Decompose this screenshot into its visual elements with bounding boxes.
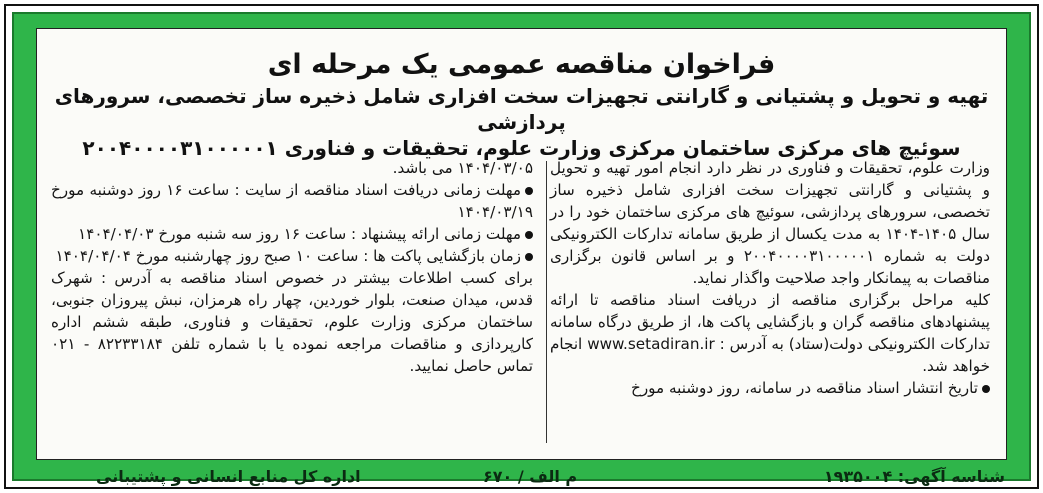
publish-date-continued: ۱۴۰۴/۰۳/۰۵ می باشد. xyxy=(392,159,533,177)
deadline-submit-text: مهلت زمانی ارائه پیشنهاد : ساعت ۱۶ روز سه شنبه مورخ ۱۴۰۴/۰۴/۰۳ xyxy=(78,225,521,243)
notice-paper xyxy=(36,28,1007,460)
notice-title: فراخوان مناقصه عمومی یک مرحله ای xyxy=(267,49,776,80)
bullet-icon xyxy=(525,187,533,195)
bullet-icon xyxy=(525,231,533,239)
bullet-icon xyxy=(982,385,990,393)
issuing-department: اداره کل منابع انسانی و پشتیبانی xyxy=(96,467,361,486)
opening-time-text: زمان بازگشایی پاکت ها : ساعت ۱۰ صبح روز چهارشنبه مورخ ۱۴۰۴/۰۴/۰۴ xyxy=(55,247,521,265)
setad-url-link[interactable]: www.setadiran.ir xyxy=(587,335,715,353)
column-divider xyxy=(546,161,547,443)
ad-code: م الف / ۶۷۰ xyxy=(483,467,578,486)
process-paragraph xyxy=(550,289,990,377)
publish-date-text: تاریخ انتشار اسناد مناقصه در سامانه، روز دوشنبه مورخ xyxy=(631,379,978,397)
ad-outer-frame xyxy=(4,4,1039,489)
opening-time-item xyxy=(51,245,533,267)
notice-footer xyxy=(36,466,1007,490)
notice-subtitle-line1: تهیه و تحویل و پشتیانی و گارانتی تجهیزات سخت افزاری شامل ذخیره ساز تخصصی، سرورهای پردازشی xyxy=(54,84,989,134)
ad-id: شناسه آگهی: ۱۹۳۵۰۰۴ xyxy=(823,467,1005,486)
notice-header xyxy=(37,47,1006,161)
bullet-icon xyxy=(525,253,533,261)
green-border-band xyxy=(12,12,1031,486)
right-column xyxy=(550,157,990,399)
notice-subtitle-line2: سوئیچ های مرکزی ساختمان مرکزی وزارت علوم، تحقیقات و فناوری ۲۰۰۴۰۰۰۰۳۱۰۰۰۰۰۱ xyxy=(82,136,961,160)
intro-paragraph: وزارت علوم، تحقیقات و فناوری در نظر دارد انجام امور تهیه و تحویل و پشتیانی و گارانتی تجهیزات سخت افزاری شامل ذخیره ساز تخصصی، سرورهای پردازشی، سوئیچ های مرکزی ساختمان خود را در سال ۱۴۰۵-۱۴۰۴ به مدت یکسال از طریق سامانه تدارکات الکترونیکی دولت به شماره ۲۰۰۴۰۰۰۰۳۱۰۰۰۰۰۱ و بر اساس قانون برگزاری مناقصات به پیمانکار واجد صلاحیت واگذار نماید. xyxy=(550,159,990,287)
deadline-download-item xyxy=(51,179,533,223)
contact-paragraph: برای کسب اطلاعات بیشتر در خصوص اسناد مناقصه به آدرس : شهرک قدس، میدان صنعت، بلوار خوردین، چهار راه هرمزان، نبش پیروزان جنوبی، ساختمان مرکزی وزارت علوم، تحقیقات و فناوری، طبقه ششم اداره کارپردازی و مناقصات مراجعه نموده یا با شماره تلفن ۸۲۲۳۳۱۸۴ - ۰۲۱ تماس حاصل نمایید. xyxy=(51,269,533,375)
process-text-end: انجام خواهد شد. xyxy=(550,335,990,375)
publish-date-item xyxy=(550,377,990,399)
process-text: کلیه مراحل برگزاری مناقصه از دریافت اسناد مناقصه تا ارائه پیشنهادهای مناقصه گران و بازگشایی پاکت ها، از طریق درگاه سامانه تدارکات الکترونیکی دولت(ستاد) به آدرس : xyxy=(550,291,990,353)
left-column xyxy=(51,157,533,377)
deadline-submit-item xyxy=(51,223,533,245)
deadline-download-text: مهلت زمانی دریافت اسناد مناقصه از سایت : ساعت ۱۶ روز دوشنبه مورخ ۱۴۰۴/۰۳/۱۹ xyxy=(51,181,533,221)
